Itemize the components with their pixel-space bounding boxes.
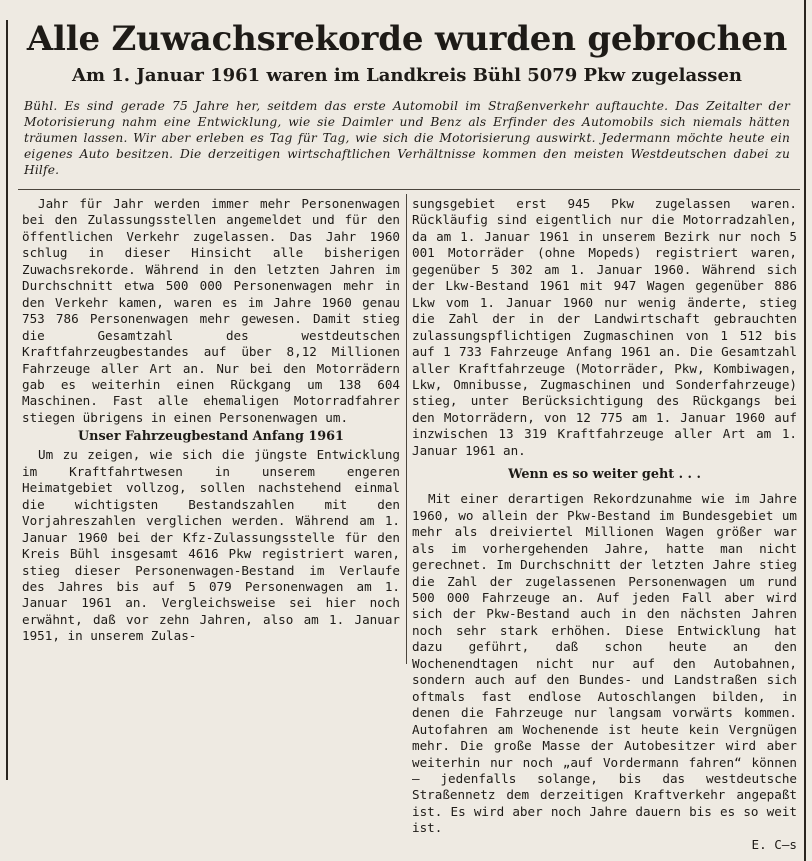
column-1-paragraph-2: Um zu zeigen, wie sich die jüngste Entwicklung im Kraftfahrtwesen in unserem engeren Heimatgebiet vollzog, sollen nachstehend einmal die wichtigsten Bestandszahlen mit den Vorjahreszahlen verglichen werden. Während am 1. Januar 1960 bei der Kfz-Zulassungsstelle für den Kreis Bühl insgesamt 4616 Pkw registriert waren, stieg dieser Personenwagen-Bestand im Verlaufe des Jahres bis auf 5 079 Personenwagen am 1. Januar 1961 an. Vergleichsweise sei hier noch erwähnt, daß vor zehn Jahren, also am 1. Januar 1951, in unserem Zulas- xyxy=(22,447,400,644)
column-divider-rule xyxy=(406,194,407,664)
right-border-rule xyxy=(804,0,806,861)
article-subheadline: Am 1. Januar 1961 waren im Landkreis Bühl 5079 Pkw zugelassen xyxy=(72,65,742,86)
lead-separator-rule xyxy=(18,189,800,190)
article-column-1 xyxy=(22,196,400,645)
column-2-paragraph-1: sungsgebiet erst 945 Pkw zugelassen waren. Rückläufig sind eigentlich nur die Motorradzahlen, da am 1. Januar 1961 in unserem Bezirk nur noch 5 001 Motorräder (ohne Mopeds) registriert waren, gegenüber 5 302 am 1. Januar 1960. Während sich der Lkw-Bestand 1961 mit 947 Wagen gegenüber 886 Lkw vom 1. Januar 1960 nur wenig änderte, stieg die Zahl der in der Landwirtschaft gebrauchten zulassungspflichtigen Zugmaschinen von 1 512 bis auf 1 733 Fahrzeuge Anfang 1961 an. Die Gesamtzahl aller Kraftfahrzeuge (Motorräder, Pkw, Kombiwagen, Lkw, Omnibusse, Zugmaschinen und Sonderfahrzeuge) stieg, unter Berücksichtigung des Rückgangs bei den Motorrädern, von 12 775 am 1. Januar 1960 auf inzwischen 13 319 Kraftfahrzeuge aller Art am 1. Januar 1961 an. xyxy=(412,196,797,458)
author-signature: E. C—s xyxy=(751,836,797,852)
article-headline: Alle Zuwachsrekorde wurden gebrochen xyxy=(26,19,788,59)
column-1-subheading: Unser Fahrzeugbestand Anfang 1961 xyxy=(78,429,344,445)
column-2-paragraph-2: Mit einer derartigen Rekordzunahme wie im Jahre 1960, wo allein der Pkw-Bestand im Bundesgebiet um mehr als dreiviertel Millionen Wagen größer war als im vorhergehenden Jahre, hatte man nicht gerechnet. Im Durchschnitt der letzten Jahre stieg die Zahl der zugelassenen Personenwagen um rund 500 000 Fahrzeuge an. Auf jeden Fall aber wird sich der Pkw-Bestand auch in den nächsten Jahren noch sehr stark erhöhen. Diese Entwicklung hat dazu geführt, daß schon heute an den Wochenendtagen nicht nur auf den Autobahnen, sondern auch auf den Bundes- und Landstraßen sich oftmals fast endlose Autoschlangen bilden, in denen die Fahrzeuge nur langsam vorwärts kommen. Autofahren am Wochenende ist heute kein Vergnügen mehr. Die große Masse der Autobesitzer wird aber weiterhin nur noch „auf Vordermann fahren“ können — jedenfalls solange, bis das westdeutsche Straßennetz dem derzeitigen Kraftverkehr angepaßt ist. Es wird aber noch Jahre dauern bis es so weit ist. xyxy=(412,491,797,836)
article-column-2 xyxy=(412,196,797,853)
column-1-paragraph-1: Jahr für Jahr werden immer mehr Personenwagen bei den Zulassungsstellen angemeldet und für den öffentlichen Verkehr zugelassen. Das Jahr 1960 schlug in dieser Hinsicht alle bisherigen Zuwachsrekorde. Während in den letzten Jahren im Durchschnitt etwa 500 000 Personenwagen mehr in den Verkehr kamen, waren es im Jahre 1960 genau 753 786 Personenwagen mehr gewesen. Damit stieg die Gesamtzahl des westdeutschen Kraftfahrzeugbestandes auf über 8,12 Millionen Fahrzeuge aller Art an. Nur bei den Motorrädern gab es weiterhin einen Rückgang um 138 604 Maschinen. Fast alle ehemaligen Motorradfahrer stiegen übrigens in einen Personenwagen um. xyxy=(22,196,400,425)
article-lead: Bühl. Es sind gerade 75 Jahre her, seitdem das erste Automobil im Straßenverkehr auftauchte. Das Zeitalter der Motorisierung nahm eine Entwicklung, wie sie Daimler und Benz als Erfinder des Automobils sich niemals hätten träumen lassen. Wir aber erleben es Tag für Tag, wie sich die Motorisierung auswirkt. Jedermann möchte heute ein eigenes Auto besitzen. Die derzeitigen wirtschaftlichen Verhältnisse kommen den meisten Westdeutschen dabei zu Hilfe. xyxy=(24,99,790,177)
left-border-rule xyxy=(6,20,8,780)
column-2-subheading: Wenn es so weiter geht . . . xyxy=(508,467,701,483)
